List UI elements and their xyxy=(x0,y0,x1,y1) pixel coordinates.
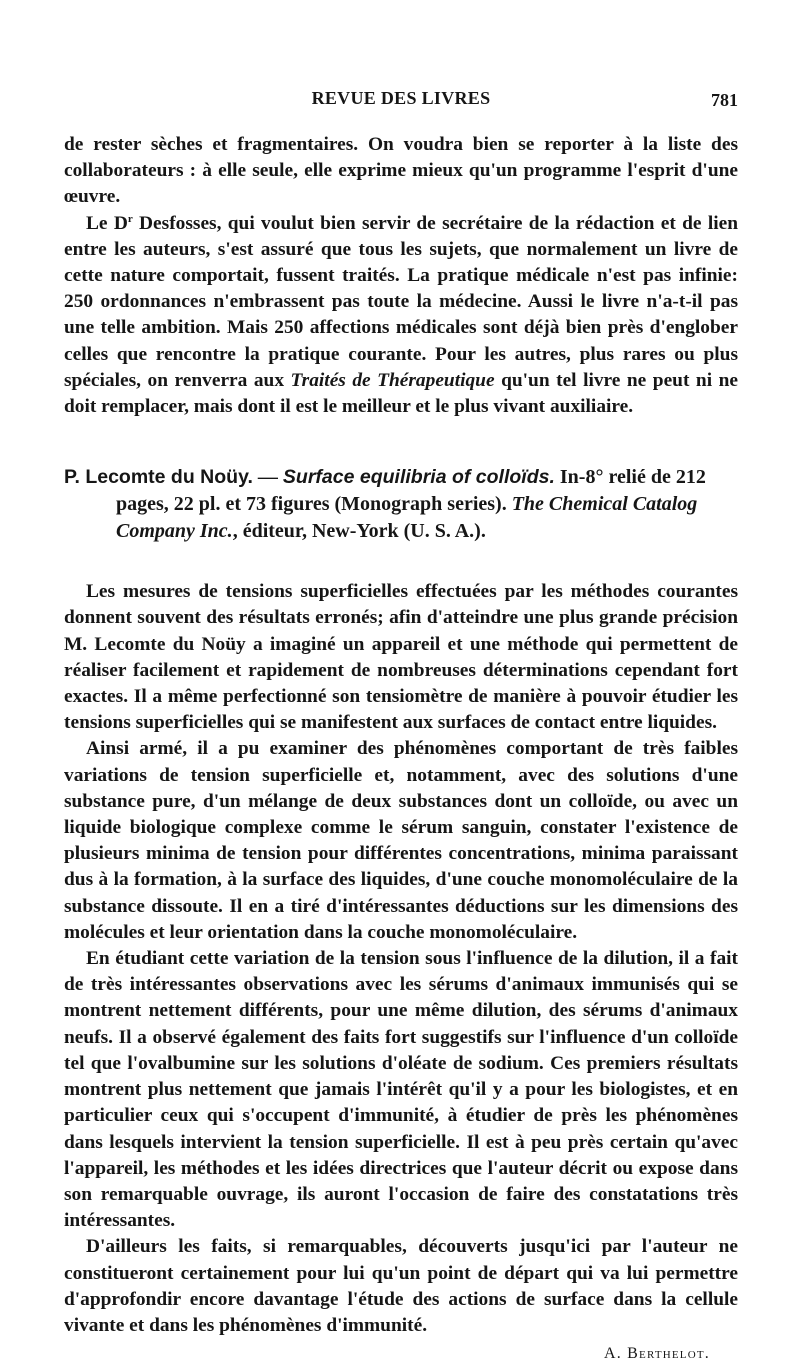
review-dash: — xyxy=(252,466,283,489)
review-work-title: Surface equilibria of colloïds. xyxy=(282,466,555,489)
page-header xyxy=(64,88,738,118)
intro-p2-text-a: Le D xyxy=(86,212,128,234)
intro-paragraph-1: de rester sèches et fragmentaires. On voudra bien se reporter à la liste des collaborateurs : à elle seule, elle exprime mieux qu'un programme l'esprit d'une œuvre. xyxy=(64,134,738,208)
review-paragraph-1: Les mesures de tensions superficielles effectuées par les méthodes courantes donnent souvent des résultats erronés; afin d'atteindre une plus grande précision M. Lecomte du Noüy a imaginé un appareil et une méthode qui permettent de réaliser facilement et rapidement de nombreuses déterminations cependant fort exactes. Il a même perfectionné son tensiomètre de manière à pouvoir étudier les tensions superficielles qui se manifestent aux surfaces de contact entre liquides. xyxy=(64,581,738,734)
review-paragraph-3: En étudiant cette variation de la tension sous l'influence de la dilution, il a fait de très intéressantes observations avec les sérums d'animaux immunisés qui se montrent nettement différents, pour une même dilution, des sérums d'animaux neufs. Il a observé également des faits fort suggestifs sur l'influence d'un colloïde tel que l'ovalbumine sur les solutions d'oléate de sodium. Ces premiers résultats montrent plus nettement que jamais l'intérêt qu'il y a pour les biologistes, et en particulier ceux qui s'occupent d'immunité, à étudier de près les phénomènes dans lesquels intervient la tension superficielle. Il est à peu près certain qu'avec l'appareil, les méthodes et les idées directrices que l'auteur décrit ou expose dans son remarquable ouvrage, ils auront l'occasion de faire des constatations très intéressantes. xyxy=(64,948,738,1232)
page-body xyxy=(64,132,738,1363)
review-paragraph-4: D'ailleurs les faits, si remarquables, découverts jusqu'ici par l'auteur ne constitueront certainement pour lui qu'un point de départ qui va lui permettre d'approfondir encore davantage l'étude des actions de surface dans la cellule vivante et dans les phénomènes d'immunité. xyxy=(64,1236,738,1336)
intro-p2-text-c: qu'un tel livre ne peut ni ne doit remplacer, mais dont il est le meilleur et le plus vivant auxiliaire. xyxy=(64,369,738,418)
page-number: 781 xyxy=(711,90,738,110)
intro-p2-superscript: r xyxy=(127,212,133,225)
review-signature: A. Berthelot. xyxy=(604,1345,710,1363)
review-publisher-suffix: , éditeur, New-York (U. S. A.). xyxy=(232,520,486,543)
review-author: P. Lecomte du Noüy. xyxy=(64,466,253,489)
review-heading xyxy=(64,464,738,545)
intro-p2-italic-title: Traités de Thérapeutique xyxy=(290,369,495,391)
review-paragraph-2: Ainsi armé, il a pu examiner des phénomènes comportant de très faibles variations de tension superficielle et, notamment, avec des solutions d'une substance pure, d'un mélange de deux substances dont un colloïde, ou avec un liquide biologique complexe comme le sérum sanguin, constater l'existence de plusieurs minima de tension pour différentes concentrations, minima paraissant dus à la formation, à la surface des liquides, d'une couche monomoléculaire de la substance dissoute. Il en a tiré d'intéressantes déductions sur les dimensions des molécules et leur orientation dans la couche monomoléculaire. xyxy=(64,738,738,943)
running-head: REVUE DES LIVRES xyxy=(311,88,491,108)
review-details: In-8° relié de 212 pages, 22 pl. et 73 figures (Monograph series). xyxy=(116,466,706,516)
intro-paragraph-2 xyxy=(64,211,738,421)
intro-p2-text-b: Desfosses, qui voulut bien servir de secrétaire de la rédaction et de lien entre les auteurs, s'est assuré que tous les sujets, que normalement un livre de cette nature comportait, fussent traités. La pratique médicale n'est pas infinie: 250 ordonnances n'embrassent pas toute la médecine. Aussi le livre n'a-t-il pas une telle ambition. Mais 250 affections médicales sont déjà bien près d'englober celles que rencontre la pratique courante. Pour les autres, plus rares ou plus spéciales, on renverra aux xyxy=(64,212,738,391)
review-publisher: The Chemical Catalog Company Inc. xyxy=(116,493,698,543)
review-body xyxy=(64,579,738,1363)
